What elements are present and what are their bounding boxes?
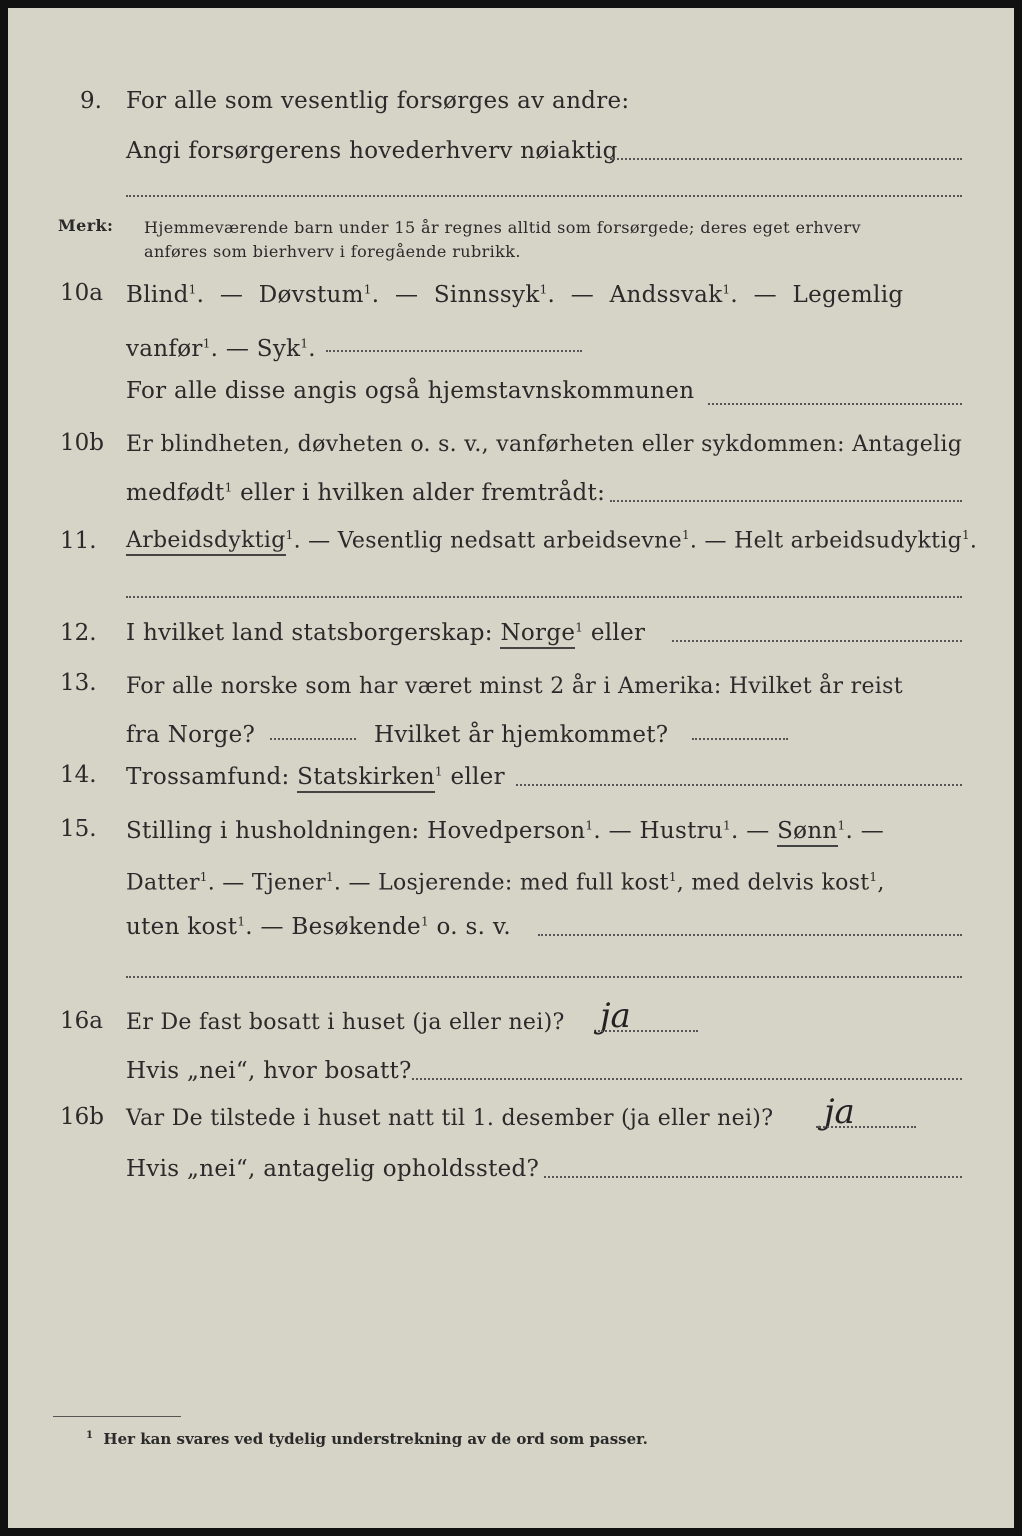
q11-underlined-answer: Arbeidsdyktig bbox=[126, 528, 286, 556]
q9-line1: For alle som vesentlig forsørges av andre: bbox=[126, 88, 630, 114]
q15-line1: Stilling i husholdningen: Hovedperson$^1$. — Hustru$^1$. — Sønn$^1$. — bbox=[126, 818, 884, 844]
merk-line1: Hjemmeværende barn under 15 år regnes alltid som forsørgede; deres eget erhverv bbox=[144, 218, 861, 237]
q14-line: Trossamfund: Statskirken$^1$ eller bbox=[126, 764, 505, 790]
q12-answer-line bbox=[672, 640, 962, 642]
q12-underlined-answer: Norge bbox=[500, 620, 575, 649]
q16a-line1: Er De fast bosatt i huset (ja eller nei)? bbox=[126, 1010, 565, 1035]
q10a-answer-line bbox=[326, 350, 582, 352]
footnote-rule bbox=[53, 1416, 181, 1417]
q14-answer-line bbox=[516, 784, 962, 786]
q15-line2: Datter$^1$. — Tjener$^1$. — Losjerende: med full kost$^1$, med delvis kost$^1$, bbox=[126, 870, 885, 896]
q9-answer-line bbox=[610, 158, 962, 160]
q16a-handwritten-answer: ja bbox=[600, 996, 631, 1036]
merk-line2: anføres som bierhverv i foregående rubrikk. bbox=[144, 242, 521, 261]
q16b-line2: Hvis „nei“, antagelig opholdssted? bbox=[126, 1156, 540, 1182]
q10a-home-line bbox=[708, 403, 962, 405]
q14-underlined-answer: Statskirken bbox=[297, 764, 435, 793]
q10b-line2: medfødt$^1$ eller i hvilken alder fremtrådt: bbox=[126, 480, 606, 506]
q10b-number: 10b bbox=[60, 430, 104, 456]
q15-underlined-answer: Sønn bbox=[777, 818, 837, 847]
q16b-line1: Var De tilstede i huset natt til 1. desember (ja eller nei)? bbox=[126, 1106, 774, 1131]
q16a-answer-line bbox=[598, 1030, 698, 1032]
census-form-page bbox=[8, 8, 1014, 1528]
q14-number: 14. bbox=[60, 762, 97, 788]
footnote: $^1$ Her kan svares ved tydelig understrekning av de ord som passer. bbox=[86, 1430, 648, 1448]
q13-line1: For alle norske som har været minst 2 år i Amerika: Hvilket år reist bbox=[126, 674, 903, 699]
q16b-where-line bbox=[544, 1176, 962, 1178]
q16b-handwritten-answer: ja bbox=[824, 1092, 855, 1132]
q9-answer-line2 bbox=[126, 195, 962, 197]
q13-hjem-line bbox=[692, 738, 788, 740]
q10a-line3: For alle disse angis også hjemstavnskommunen bbox=[126, 378, 695, 404]
q16b-answer-line bbox=[816, 1126, 916, 1128]
q9-number: 9. bbox=[80, 88, 102, 114]
q13-fra: fra Norge? bbox=[126, 722, 256, 748]
q12-number: 12. bbox=[60, 620, 97, 646]
q16a-line2: Hvis „nei“, hvor bosatt? bbox=[126, 1058, 412, 1084]
q10b-line1: Er blindheten, døvheten o. s. v., vanførheten eller sykdommen: Antagelig bbox=[126, 432, 963, 457]
q9-line2: Angi forsørgerens hovederhverv nøiaktig bbox=[126, 138, 618, 164]
merk-label: Merk: bbox=[58, 216, 114, 235]
q12-line: I hvilket land statsborgerskap: Norge$^1$ eller bbox=[126, 620, 645, 646]
q16a-where-line bbox=[412, 1078, 962, 1080]
q16a-number: 16a bbox=[60, 1008, 103, 1034]
q10a-number: 10a bbox=[60, 280, 103, 306]
q10b-answer-line bbox=[610, 500, 962, 502]
q10a-line1: Blind$^1$. — Døvstum$^1$. — Sinnssyk$^1$. — Andssvak$^1$. — Legemlig bbox=[126, 282, 904, 308]
q13-reist-line bbox=[270, 738, 356, 740]
q13-hjem: Hvilket år hjemkommet? bbox=[374, 722, 669, 748]
q10a-line2: vanfør$^1$. — Syk$^1$. bbox=[126, 336, 316, 362]
q11-answer-line bbox=[126, 596, 962, 598]
q11-number: 11. bbox=[60, 528, 97, 554]
q16b-number: 16b bbox=[60, 1104, 104, 1130]
q15-answer-line bbox=[538, 934, 962, 936]
q11-line: Arbeidsdyktig$^1$. — Vesentlig nedsatt arbeidsevne$^1$. — Helt arbeidsudyktig$^1$. bbox=[126, 528, 977, 553]
q13-number: 13. bbox=[60, 670, 97, 696]
q15-answer-line2 bbox=[126, 976, 962, 978]
q15-line3: uten kost$^1$. — Besøkende$^1$ o. s. v. bbox=[126, 914, 511, 940]
q15-number: 15. bbox=[60, 816, 97, 842]
